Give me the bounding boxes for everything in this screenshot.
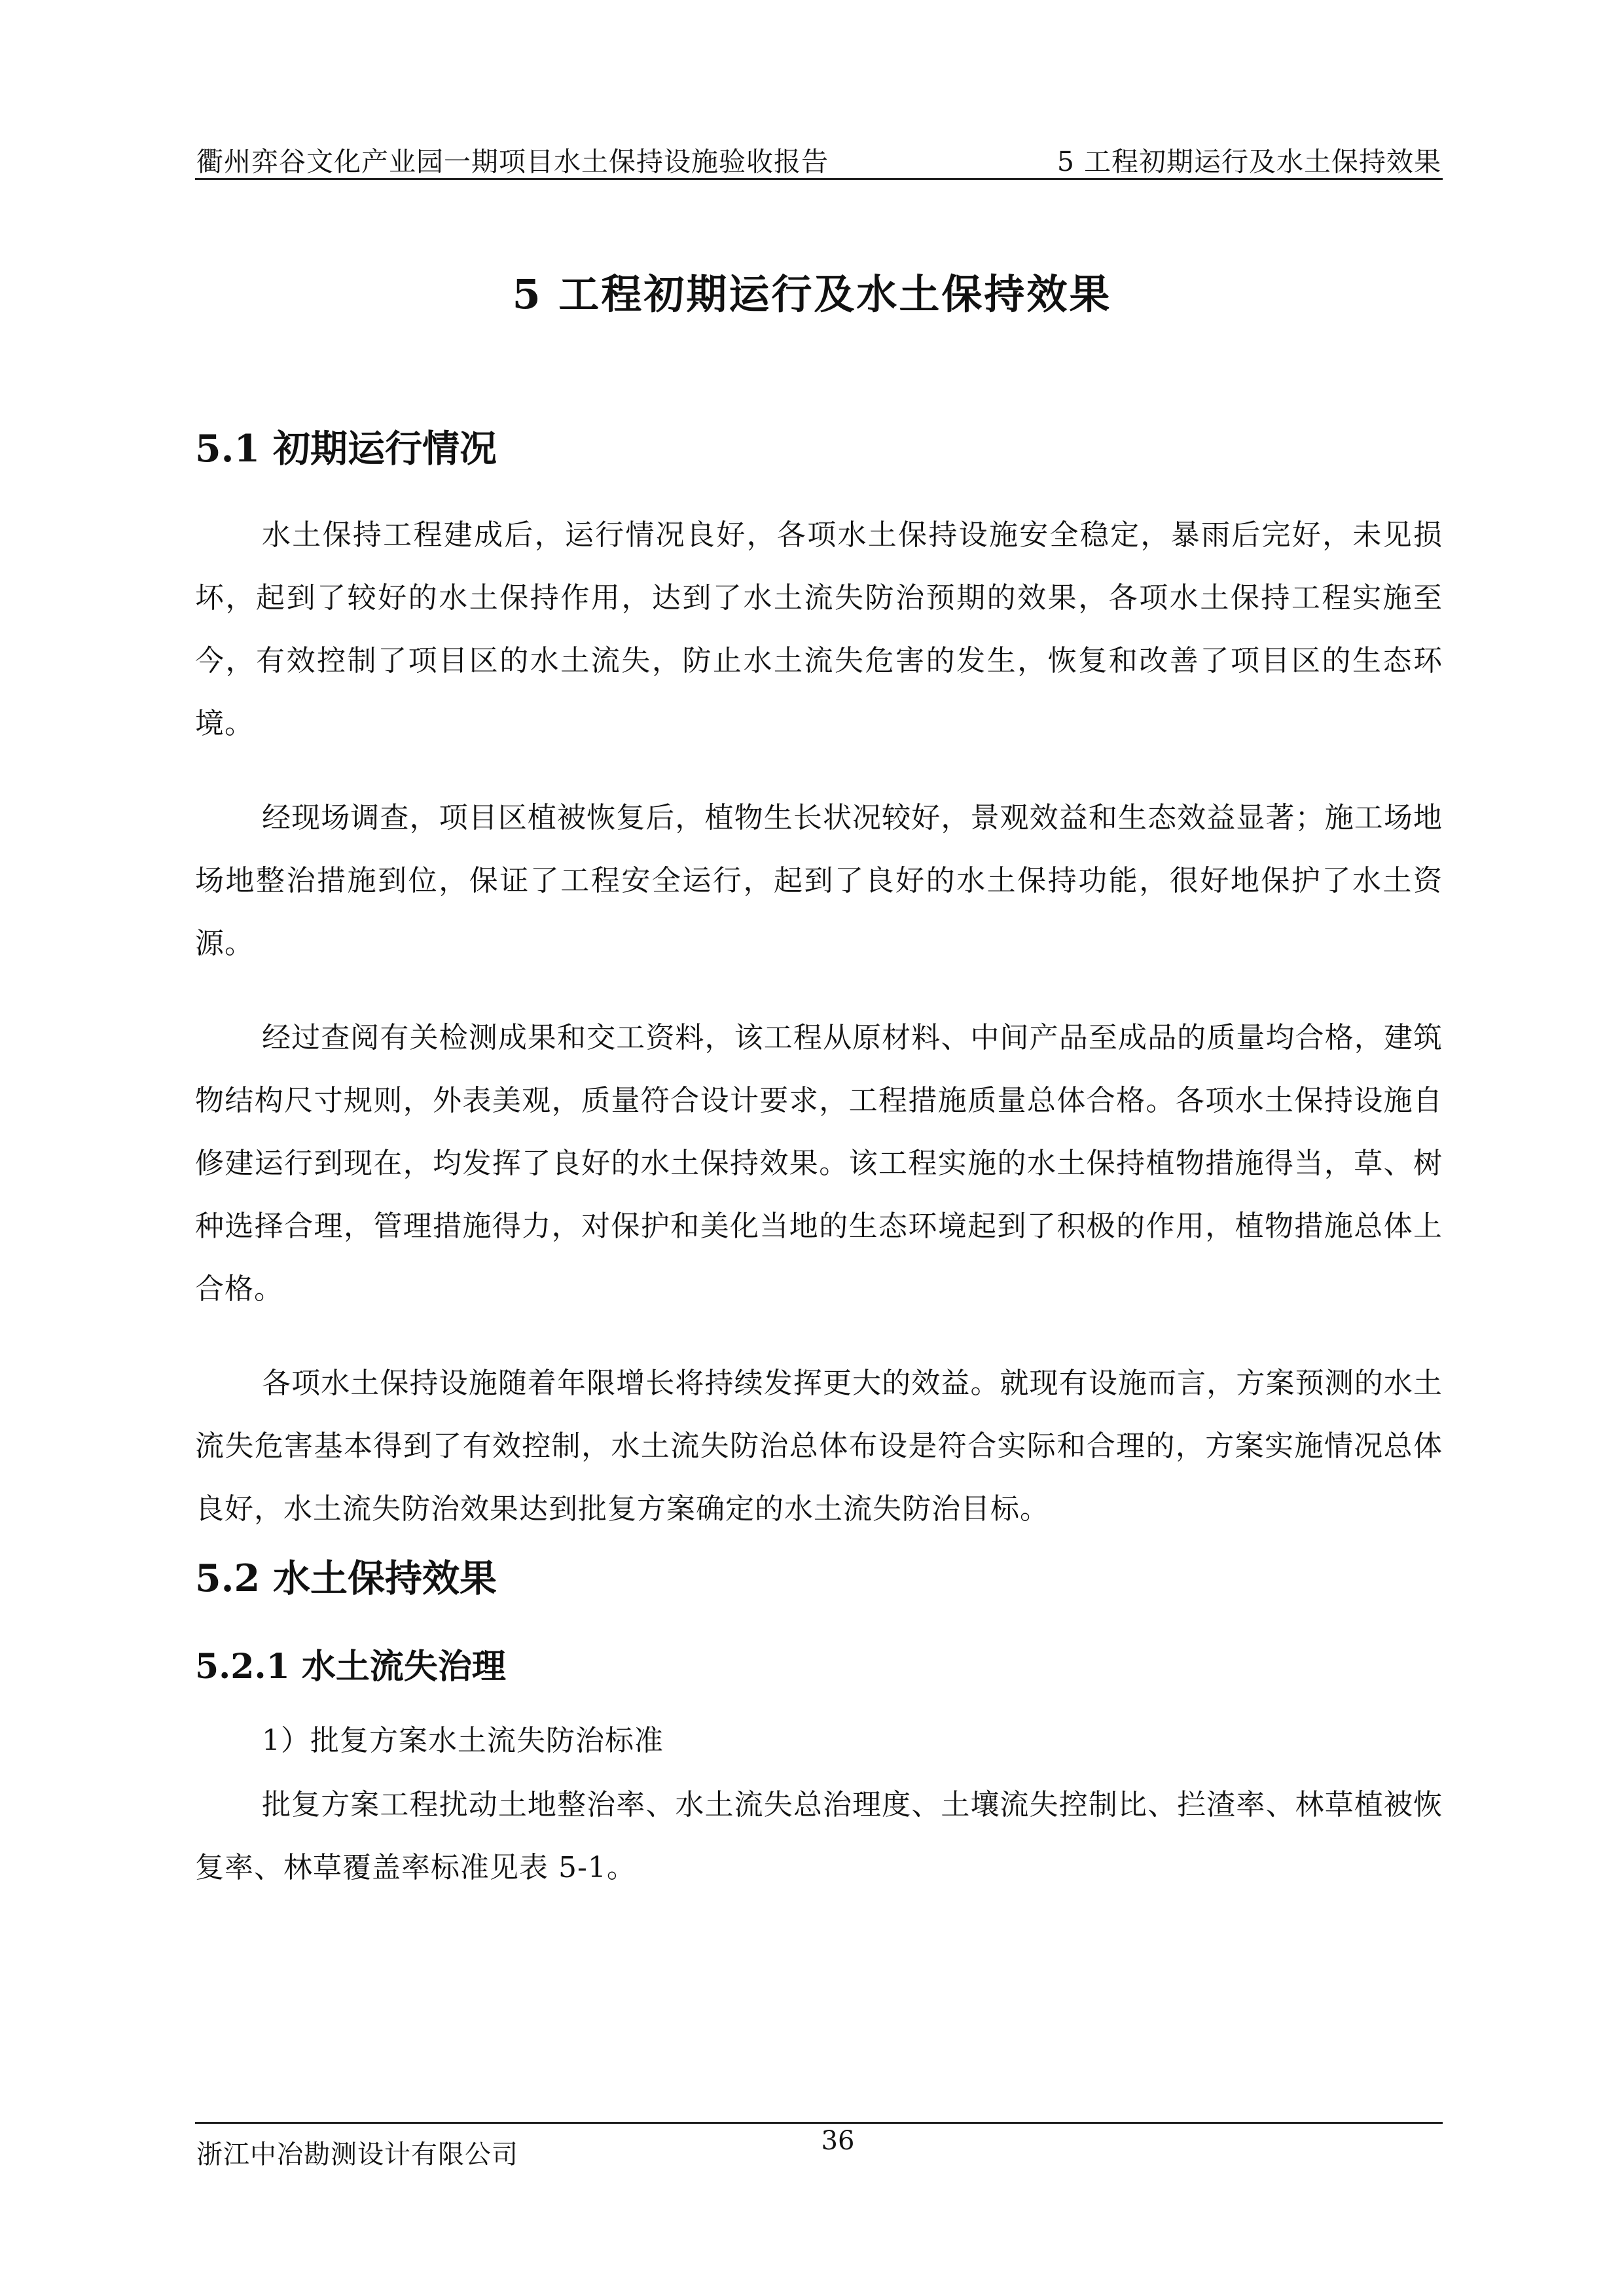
section-heading-5-1: 5.1 初期运行情况 [195, 427, 497, 471]
list-item-prevention-standard: 1）批复方案水土流失防治标准 [262, 1724, 664, 1757]
chapter-title: 5 工程初期运行及水土保持效果 [512, 270, 1112, 318]
footer-divider [195, 2122, 1443, 2124]
paragraph-site-survey: 经现场调查，项目区植被恢复后，植物生长状况较好，景观效益和生态效益显著；施工场地场地整治措施到位，保证了工程安全运行，起到了良好的水土保持功能，很好地保护了水土资源。 [195, 801, 1443, 960]
paragraph-initial-operation: 水土保持工程建成后，运行情况良好，各项水土保持设施安全稳定，暴雨后完好，未见损坏，起到了较好的水土保持作用，达到了水土流失防治预期的效果，各项水土保持工程实施至今，有效控制了项目区的水土流失，防止水土流失危害的发生，恢复和改善了项目区的生态环境。 [195, 518, 1443, 740]
paragraph-standard-table-ref: 批复方案工程扰动土地整治率、水土流失总治理度、土壤流失控制比、拦渣率、林草植被恢复率、林草覆盖率标准见表 5-1。 [195, 1788, 1443, 1884]
page-number: 36 [821, 2126, 855, 2156]
subsection-heading-5-2-1: 5.2.1 水土流失治理 [195, 1647, 506, 1687]
footer-company: 浙江中冶勘测设计有限公司 [196, 2140, 518, 2170]
header-chapter-title: 5 工程初期运行及水土保持效果 [1056, 146, 1441, 177]
page-header [195, 131, 1443, 180]
paragraph-quality-review: 经过查阅有关检测成果和交工资料，该工程从原材料、中间产品至成品的质量均合格，建筑物结构尺寸规则，外表美观，质量符合设计要求，工程措施质量总体合格。各项水土保持设施自修建运行到现在，均发挥了良好的水土保持效果。该工程实施的水土保持植物措施得当，草、树种选择合理，管理措施得力，对保护和美化当地的生态环境起到了积极的作用，植物措施总体上合格。 [195, 1021, 1443, 1306]
paragraph-overall-benefit: 各项水土保持设施随着年限增长将持续发挥更大的效益。就现有设施而言，方案预测的水土流失危害基本得到了有效控制，水土流失防治总体布设是符合实际和合理的，方案实施情况总体良好，水土流失防治效果达到批复方案确定的水土流失防治目标。 [195, 1367, 1443, 1526]
section-heading-5-2: 5.2 水土保持效果 [195, 1556, 497, 1600]
header-report-title: 衢州弈谷文化产业园一期项目水土保持设施验收报告 [196, 146, 829, 177]
